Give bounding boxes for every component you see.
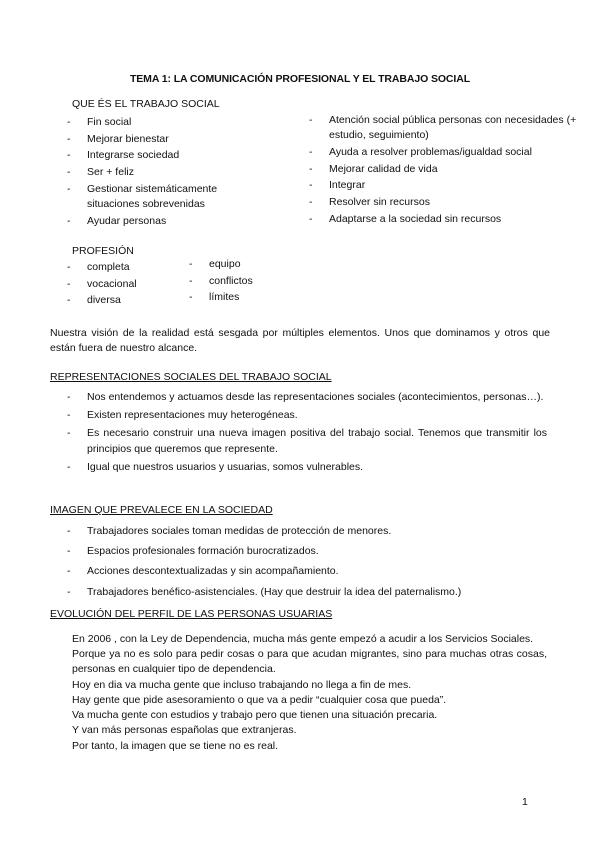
text-line: Hay gente que pide asesoramiento o que va a pedir “cualquier cosa que pueda”. [72, 693, 447, 706]
representaciones-heading: REPRESENTACIONES SOCIALES DEL TRABAJO SOCIAL [50, 371, 332, 383]
list-item: - conflictos [189, 274, 299, 289]
profesion-list-a [67, 260, 177, 310]
list-item: - Adaptarse a la sociedad sin recursos [309, 212, 579, 227]
list-item: - equipo [189, 257, 299, 272]
que-es-heading: QUE ÉS EL TRABAJO SOCIAL [72, 98, 220, 110]
list-item: - Mejorar bienestar [67, 132, 247, 147]
list-item: - Atención social pública personas con necesidades (+ estudio, seguimiento) [309, 113, 579, 143]
list-item: - Integrar [309, 178, 579, 193]
text-line: Hoy en dia va mucha gente que incluso trabajando no llega a fin de mes. [72, 678, 412, 691]
intro-paragraph: Nuestra visión de la realidad está sesgada por múltiples elementos. Unos que dominamos y otros que están fuera de nuestro alcance. [50, 327, 550, 355]
evolucion-text [72, 632, 547, 754]
list-item: - diversa [67, 293, 177, 308]
text-line: En 2006 , con la Ley de Dependencia, mucha más gente empezó a acudir a los Servicios Sociales. [72, 633, 534, 645]
text-line: Y van más personas españolas que extranjeras. [72, 724, 297, 737]
list-item: - Acciones descontextualizadas y sin acompañamiento. [67, 564, 547, 579]
list-item: - Espacios profesionales formación burocratizados. [67, 544, 547, 559]
profesion-list-b [189, 257, 299, 307]
page-number: 1 [522, 796, 528, 808]
list-item: - Fin social [67, 115, 247, 130]
list-item: - Resolver sin recursos [309, 195, 579, 210]
list-item: - Ayuda a resolver problemas/igualdad social [309, 145, 579, 160]
profesion-heading: PROFESIÓN [72, 245, 134, 257]
imagen-heading: IMAGEN QUE PREVALECE EN LA SOCIEDAD [50, 504, 273, 516]
list-item: - límites [189, 290, 299, 305]
list-item: - Existen representaciones muy heterogéneas. [67, 408, 547, 423]
list-item: - Ser + feliz [67, 165, 247, 180]
list-item: - Integrarse sociedad [67, 148, 247, 163]
evolucion-heading: EVOLUCIÓN DEL PERFIL DE LAS PERSONAS USUARIAS [50, 608, 333, 620]
representaciones-list [67, 390, 547, 478]
list-item: - Gestionar sistemáticamente situaciones sobrevenidas [67, 182, 247, 212]
list-item: - Trabajadores sociales toman medidas de protección de menores. [67, 524, 547, 539]
page-title: TEMA 1: LA COMUNICACIÓN PROFESIONAL Y EL TRABAJO SOCIAL [129, 73, 471, 85]
list-item: - Mejorar calidad de vida [309, 162, 579, 177]
list-item: - vocacional [67, 277, 177, 292]
list-item: - Igual que nuestros usuarios y usuarias, somos vulnerables. [67, 460, 547, 475]
list-item: - Nos entendemos y actuamos desde las representaciones sociales (acontecimientos, personas…). [67, 390, 547, 405]
list-item: - Ayudar personas [67, 214, 247, 229]
list-item: - Trabajadores benéfico-asistenciales. (Hay que destruir la idea del paternalismo.) [67, 585, 547, 600]
text-line: Va mucha gente con estudios y trabajo pero que tienen una situación precaria. [72, 709, 438, 722]
text-line: Por tanto, la imagen que se tiene no es real. [72, 739, 279, 752]
imagen-list [67, 524, 547, 603]
list-item: - Es necesario construir una nueva imagen positiva del trabajo social. Tenemos que transmitir los principios que queremos que represente. [67, 426, 547, 456]
que-es-right-list [309, 113, 579, 229]
list-item: - completa [67, 260, 177, 275]
que-es-left-list [67, 115, 247, 231]
text-line: Porque ya no es solo para pedir cosas o para que acudan migrantes, sino para muchas otras cosas, personas en cualquier tipo de dependencia. [72, 648, 547, 676]
